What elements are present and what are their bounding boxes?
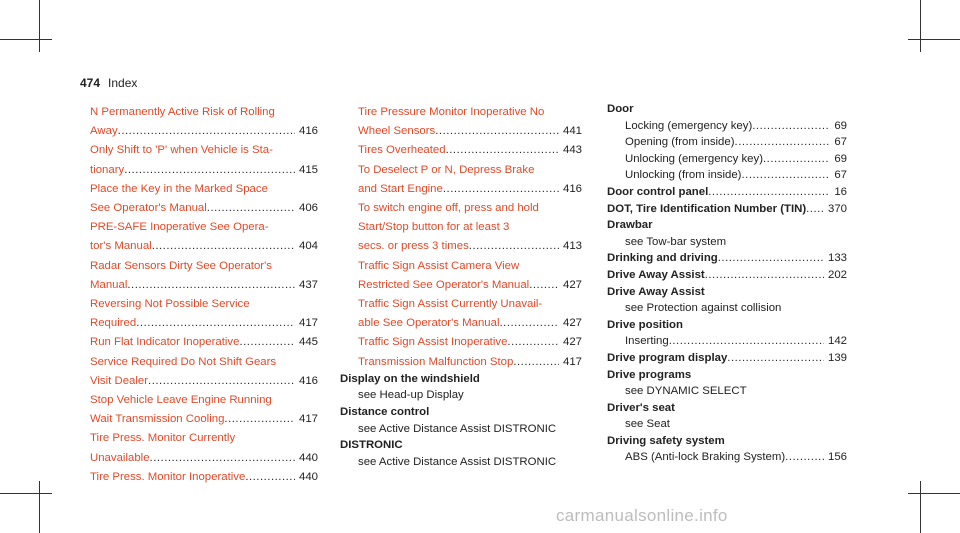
entry-text: Tires Overheated [358, 144, 446, 157]
entry-line: N Permanently Active Risk of Rolling [90, 106, 275, 118]
entry-line: Radar Sensors Dirty See Operator's [90, 259, 272, 272]
watermark: carmanualsonline.info [556, 506, 728, 525]
index-entry[interactable] [90, 141, 318, 179]
term-line [607, 250, 847, 267]
page-ref: 202 [827, 268, 847, 281]
entry-line[interactable] [90, 237, 318, 256]
index-entry[interactable] [90, 333, 318, 352]
page-ref: 440 [298, 451, 318, 464]
index-term [607, 400, 847, 433]
index-entry[interactable] [358, 257, 582, 295]
page-ref: 16 [834, 185, 847, 198]
index-term [607, 250, 847, 267]
entry-line[interactable] [358, 353, 582, 372]
subentry-text: ABS (Anti-lock Braking System) [625, 451, 786, 464]
entry-line[interactable] [90, 468, 318, 487]
dot-leader [708, 184, 830, 201]
index-term [607, 433, 847, 466]
entry-text: Restricted See Operator's Manual [358, 278, 530, 291]
index-term [607, 267, 847, 284]
entry-line: Place the Key in the Marked Space [90, 182, 268, 195]
entry-line[interactable] [358, 276, 582, 295]
dot-leader [705, 267, 824, 284]
entry-text: Required [90, 317, 137, 330]
entry-text: Wheel Sensors [358, 125, 436, 138]
subentry-line [607, 333, 847, 350]
entry-text: Transmission Malfunction Stop [358, 355, 514, 368]
entry-text: Unavailable [90, 451, 150, 464]
entry-line[interactable] [358, 333, 582, 352]
crop-mark [908, 493, 960, 494]
page-ref: 427 [562, 317, 582, 330]
index-entry[interactable] [90, 391, 318, 429]
page-ref: 416 [298, 374, 318, 387]
index-entry[interactable] [90, 429, 318, 467]
entry-line: Stop Vehicle Leave Engine Running [90, 394, 272, 407]
subentry: see Head-up Display [358, 389, 464, 402]
subentry: see Tow-bar system [625, 235, 727, 248]
index-entry[interactable] [358, 353, 582, 372]
subentry-text: Inserting [625, 335, 669, 348]
index-entry[interactable] [358, 199, 582, 257]
index-entry[interactable] [358, 103, 582, 141]
page-ref: 156 [827, 451, 847, 464]
page-ref: 440 [298, 470, 318, 483]
page-ref: 416 [562, 182, 582, 195]
entry-line[interactable] [90, 333, 318, 352]
subentry-line [607, 151, 847, 168]
entry-text: Visit Dealer [90, 374, 149, 387]
subentry: see DYNAMIC SELECT [625, 385, 747, 398]
term-line [607, 267, 847, 284]
entry-line[interactable] [90, 314, 318, 333]
index-entry[interactable] [90, 353, 318, 391]
subentry-text: Opening (from inside) [625, 136, 735, 149]
subentry: see Active Distance Assist DISTRONIC [358, 422, 557, 435]
entry-line[interactable] [90, 199, 318, 218]
dot-leader [507, 333, 559, 352]
index-column-1 [90, 103, 318, 487]
entry-text: Away [90, 125, 118, 138]
entry-line[interactable] [90, 122, 318, 141]
entry-line[interactable] [90, 372, 318, 391]
page-ref: 417 [298, 317, 318, 330]
dot-leader [124, 161, 295, 180]
entry-line: To switch engine off, press and hold [358, 202, 539, 215]
dot-leader [727, 350, 824, 367]
index-entry[interactable] [90, 218, 318, 256]
index-entry[interactable] [358, 161, 582, 199]
dot-leader [785, 449, 824, 466]
index-entry[interactable] [90, 103, 318, 141]
index-entry[interactable] [90, 468, 318, 487]
index-column-3 [607, 101, 847, 466]
entry-line[interactable] [90, 410, 318, 429]
term-text: Drive Away Assist [607, 268, 705, 281]
crop-mark [920, 481, 921, 533]
term-heading: Drawbar [607, 219, 653, 232]
index-term [607, 201, 847, 218]
entry-line: Only Shift to 'P' when Vehicle is Sta- [90, 144, 273, 157]
subentry-line [607, 449, 847, 466]
index-term [607, 367, 847, 400]
dot-leader [529, 276, 559, 295]
entry-text: Traffic Sign Assist Inoperative [358, 336, 508, 349]
term-heading: Display on the windshield [340, 372, 480, 385]
dot-leader [443, 180, 559, 199]
entry-line: Tire Press. Monitor Currently [90, 432, 236, 445]
page-header [80, 76, 137, 90]
page-ref: 437 [298, 278, 318, 291]
dot-leader [763, 151, 830, 168]
subentry-text: Unlocking (emergency key) [625, 152, 764, 165]
page-ref: 406 [298, 202, 318, 215]
page-ref: 139 [827, 351, 847, 364]
entry-line[interactable] [358, 122, 582, 141]
entry-text: tor's Manual [90, 240, 152, 253]
entry-line[interactable] [90, 276, 318, 295]
dot-leader [718, 250, 824, 267]
page-ref: 417 [562, 355, 582, 368]
term-line [607, 350, 847, 367]
page-ref: 415 [298, 163, 318, 176]
term-text: DOT, Tire Identification Number (TIN) [607, 202, 807, 215]
index-entry[interactable] [358, 295, 582, 333]
page-ref: 416 [298, 125, 318, 138]
dot-leader [752, 118, 830, 135]
subentry: see Active Distance Assist DISTRONIC [358, 455, 557, 468]
dot-leader [136, 314, 295, 333]
dot-leader [735, 134, 831, 151]
entry-text: able See Operator's Manual [358, 317, 500, 330]
term-heading: Driver's seat [607, 401, 675, 414]
dot-leader [435, 122, 559, 141]
entry-line: PRE-SAFE Inoperative See Opera- [90, 221, 269, 234]
page-ref: 133 [827, 252, 847, 265]
crop-mark [39, 0, 40, 52]
entry-line[interactable] [358, 141, 582, 160]
term-text: Door control panel [607, 185, 709, 198]
term-heading: Drive Away Assist [607, 285, 705, 298]
dot-leader [118, 122, 295, 141]
entry-line: Tire Pressure Monitor Inoperative No [358, 106, 545, 118]
index-term [340, 404, 582, 437]
entry-text: and Start Engine [358, 182, 443, 195]
dot-leader [127, 276, 295, 295]
page-ref: 441 [562, 125, 582, 138]
crop-mark [920, 0, 921, 52]
crop-mark [908, 39, 960, 40]
term-heading: Driving safety system [607, 434, 725, 447]
page-ref: 427 [562, 336, 582, 349]
term-heading: Door [607, 103, 634, 115]
term-heading: DISTRONIC [340, 439, 403, 452]
dot-leader [446, 141, 559, 160]
subentry-line [607, 134, 847, 151]
page-ref: 417 [298, 413, 318, 426]
entry-line: Traffic Sign Assist Camera View [358, 259, 520, 272]
index-term [340, 371, 582, 404]
index-entry[interactable] [90, 180, 318, 218]
dot-leader [150, 449, 295, 468]
section-title: Index [108, 76, 138, 90]
index-column-2 [340, 103, 582, 470]
index-term [607, 217, 847, 250]
page-ref: 443 [562, 144, 582, 157]
entry-text: tionary [90, 163, 125, 176]
page-number: 474 [80, 76, 101, 90]
term-line [607, 184, 847, 201]
page-ref: 67 [834, 136, 847, 149]
entry-text: Run Flat Indicator Inoperative [90, 336, 240, 349]
page-ref: 142 [827, 335, 847, 348]
subentry-text: Unlocking (from inside) [625, 169, 742, 182]
page-ref: 413 [562, 240, 582, 253]
dot-leader [207, 199, 295, 218]
term-text: Drive program display [607, 351, 728, 364]
subentry-line [607, 167, 847, 184]
entry-text: secs. or press 3 times [358, 240, 469, 253]
entry-text: See Operator's Manual [90, 202, 207, 215]
dot-leader [224, 410, 295, 429]
dot-leader [499, 314, 559, 333]
entry-text: Tire Press. Monitor Inoperative [90, 470, 246, 483]
index-term [607, 101, 847, 184]
subentry-line [607, 118, 847, 135]
dot-leader [741, 167, 830, 184]
entry-line[interactable] [358, 237, 582, 256]
index-entry[interactable] [90, 257, 318, 295]
index-term [607, 350, 847, 367]
page-ref: 404 [298, 240, 318, 253]
index-entry[interactable] [358, 141, 582, 160]
dot-leader [669, 333, 824, 350]
entry-text: Manual [90, 278, 128, 291]
index-term [340, 437, 582, 470]
index-entry[interactable] [358, 333, 582, 352]
dot-leader [513, 353, 559, 372]
entry-line[interactable] [358, 180, 582, 199]
entry-text: Wait Transmission Cooling [90, 413, 225, 426]
crop-mark [0, 39, 52, 40]
index-entry[interactable] [90, 295, 318, 333]
crop-mark [39, 481, 40, 533]
entry-line: Reversing Not Possible Service [90, 298, 250, 311]
entry-line[interactable] [90, 449, 318, 468]
index-term [607, 184, 847, 201]
dot-leader [148, 372, 295, 391]
page-ref: 370 [827, 202, 847, 215]
page-ref: 427 [562, 278, 582, 291]
crop-mark [0, 493, 52, 494]
entry-line: Start/Stop button for at least 3 [358, 221, 510, 234]
page-ref: 69 [834, 119, 847, 132]
entry-line: Traffic Sign Assist Currently Unavail- [358, 298, 543, 311]
subentry-text: Locking (emergency key) [625, 119, 753, 132]
page-ref: 445 [298, 336, 318, 349]
subentry: see Protection against collision [625, 302, 782, 315]
page-ref: 69 [834, 152, 847, 165]
term-heading: Drive position [607, 318, 683, 331]
index-term [607, 317, 847, 350]
term-line [607, 201, 847, 218]
dot-leader [245, 468, 295, 487]
dot-leader [152, 237, 295, 256]
entry-line: To Deselect P or N, Depress Brake [358, 163, 535, 176]
term-heading: Distance control [340, 406, 430, 419]
dot-leader [469, 237, 559, 256]
dot-leader [239, 333, 295, 352]
term-text: Drinking and driving [607, 252, 718, 265]
index-term [607, 284, 847, 317]
term-heading: Drive programs [607, 368, 692, 381]
page-ref: 67 [834, 169, 847, 182]
column2-terms [340, 371, 582, 471]
subentry: see Seat [625, 418, 670, 431]
dot-leader [806, 201, 824, 218]
entry-line[interactable] [358, 314, 582, 333]
entry-line[interactable] [90, 161, 318, 180]
entry-line: Service Required Do Not Shift Gears [90, 355, 277, 368]
